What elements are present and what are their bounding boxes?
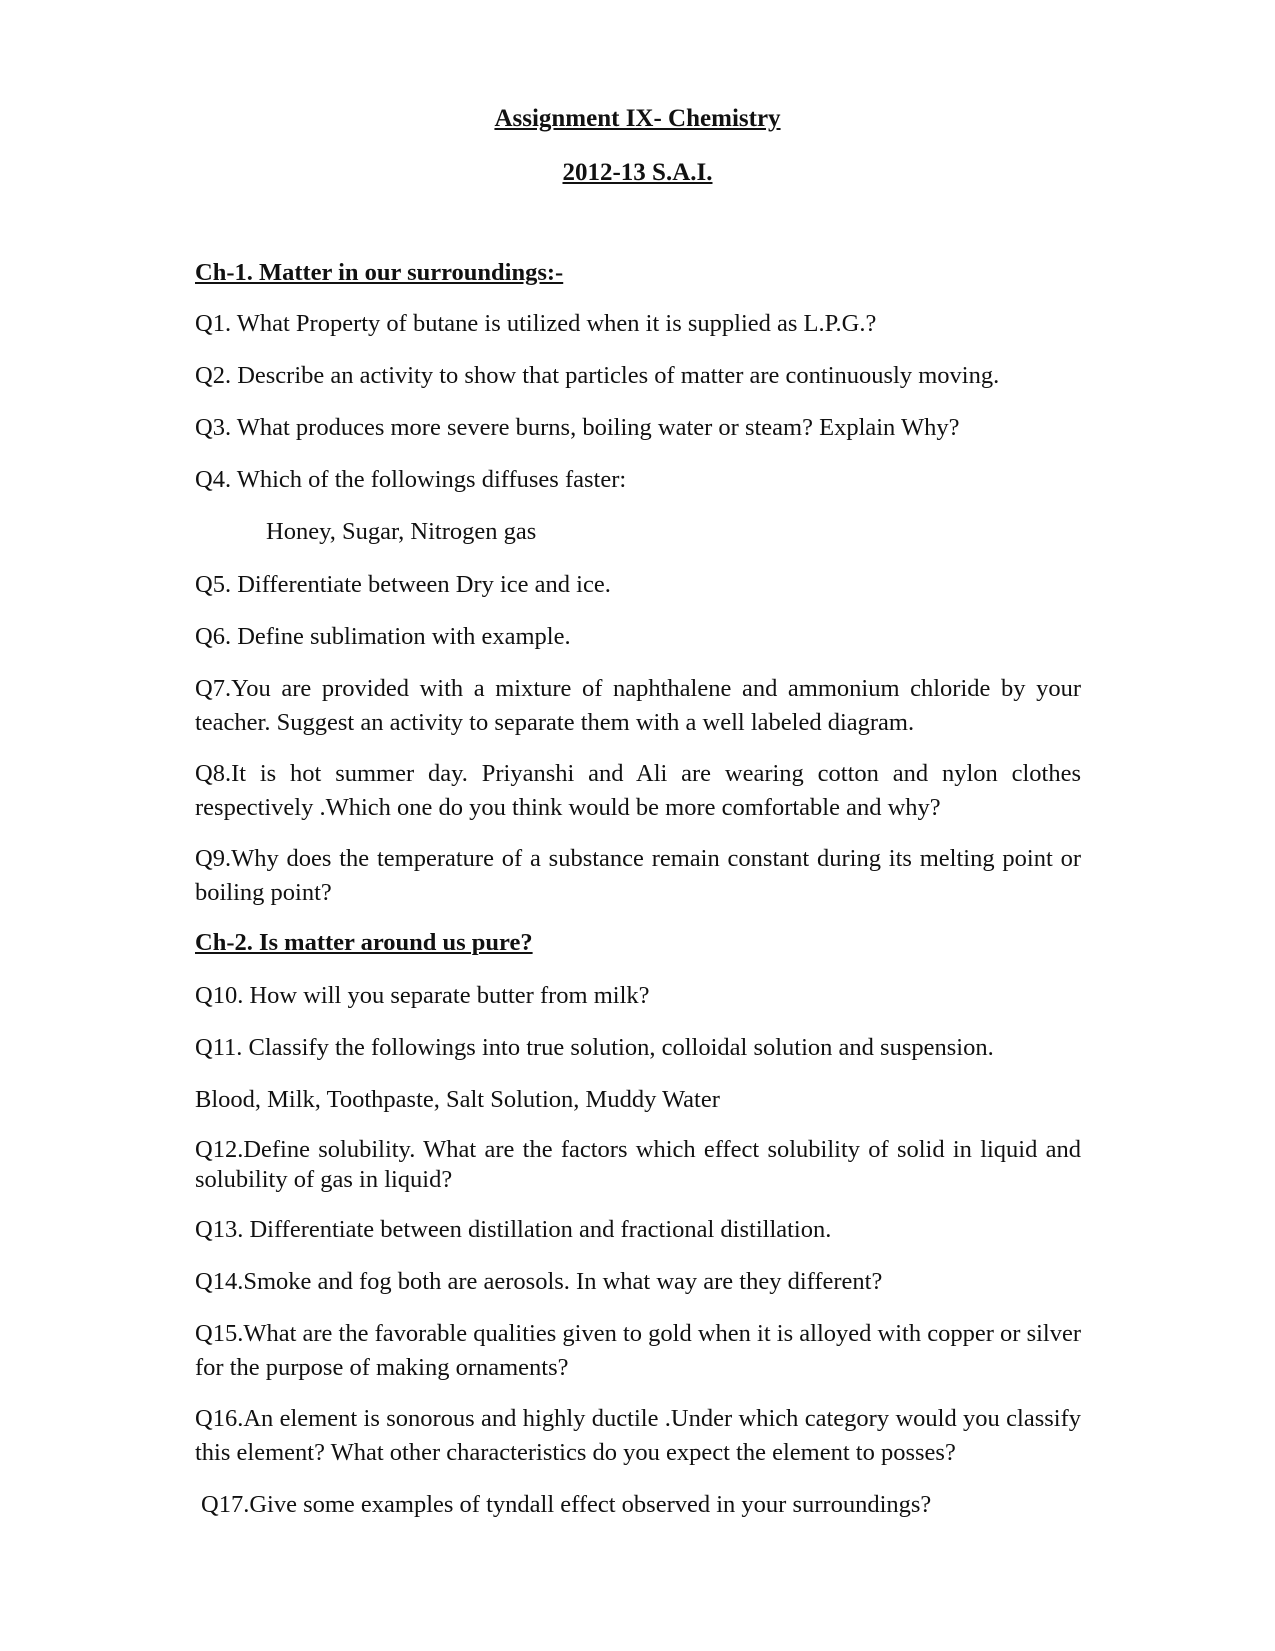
question-15: Q15.What are the favorable qualities given to gold when it is alloyed with copper or silver for the purpose of making ornaments? <box>195 1320 1081 1381</box>
question-11-items: Blood, Milk, Toothpaste, Salt Solution, Muddy Water <box>195 1086 720 1113</box>
question-4: Q4. Which of the followings diffuses faster: <box>195 466 627 493</box>
question-8: Q8.It is hot summer day. Priyanshi and Ali are wearing cotton and nylon clothes respectively .Which one do you think would be more comfortable and why? <box>195 760 1081 821</box>
chapter-2-heading: Ch-2. Is matter around us pure? <box>195 929 533 956</box>
question-7: Q7.You are provided with a mixture of naphthalene and ammonium chloride by your teacher. Suggest an activity to separate them with a well labeled diagram. <box>195 675 1081 736</box>
question-4-options: Honey, Sugar, Nitrogen gas <box>266 518 537 545</box>
question-16: Q16.An element is sonorous and highly ductile .Under which category would you classify this element? What other characteristics do you expect the element to posses? <box>195 1405 1081 1466</box>
question-5: Q5. Differentiate between Dry ice and ice. <box>195 571 611 598</box>
question-3: Q3. What produces more severe burns, boiling water or steam? Explain Why? <box>195 414 960 441</box>
question-14: Q14.Smoke and fog both are aerosols. In what way are they different? <box>195 1268 883 1295</box>
question-2: Q2. Describe an activity to show that particles of matter are continuously moving. <box>195 362 1000 389</box>
question-1: Q1. What Property of butane is utilized when it is supplied as L.P.G.? <box>195 310 877 337</box>
question-13: Q13. Differentiate between distillation and fractional distillation. <box>195 1216 832 1243</box>
document-title: Assignment IX- Chemistry <box>494 105 781 132</box>
question-10: Q10. How will you separate butter from milk? <box>195 982 650 1009</box>
question-17: Q17.Give some examples of tyndall effect observed in your surroundings? <box>201 1491 932 1518</box>
chapter-1-heading: Ch-1. Matter in our surroundings:- <box>195 259 564 286</box>
question-9: Q9.Why does the temperature of a substance remain constant during its melting point or boiling point? <box>195 845 1081 906</box>
question-6: Q6. Define sublimation with example. <box>195 623 571 650</box>
session-label: 2012-13 S.A.I. <box>562 159 713 186</box>
question-12: Q12.Define solubility. What are the factors which effect solubility of solid in liquid and solubility of gas in liquid? <box>195 1136 1081 1193</box>
question-11: Q11. Classify the followings into true solution, colloidal solution and suspension. <box>195 1034 994 1061</box>
